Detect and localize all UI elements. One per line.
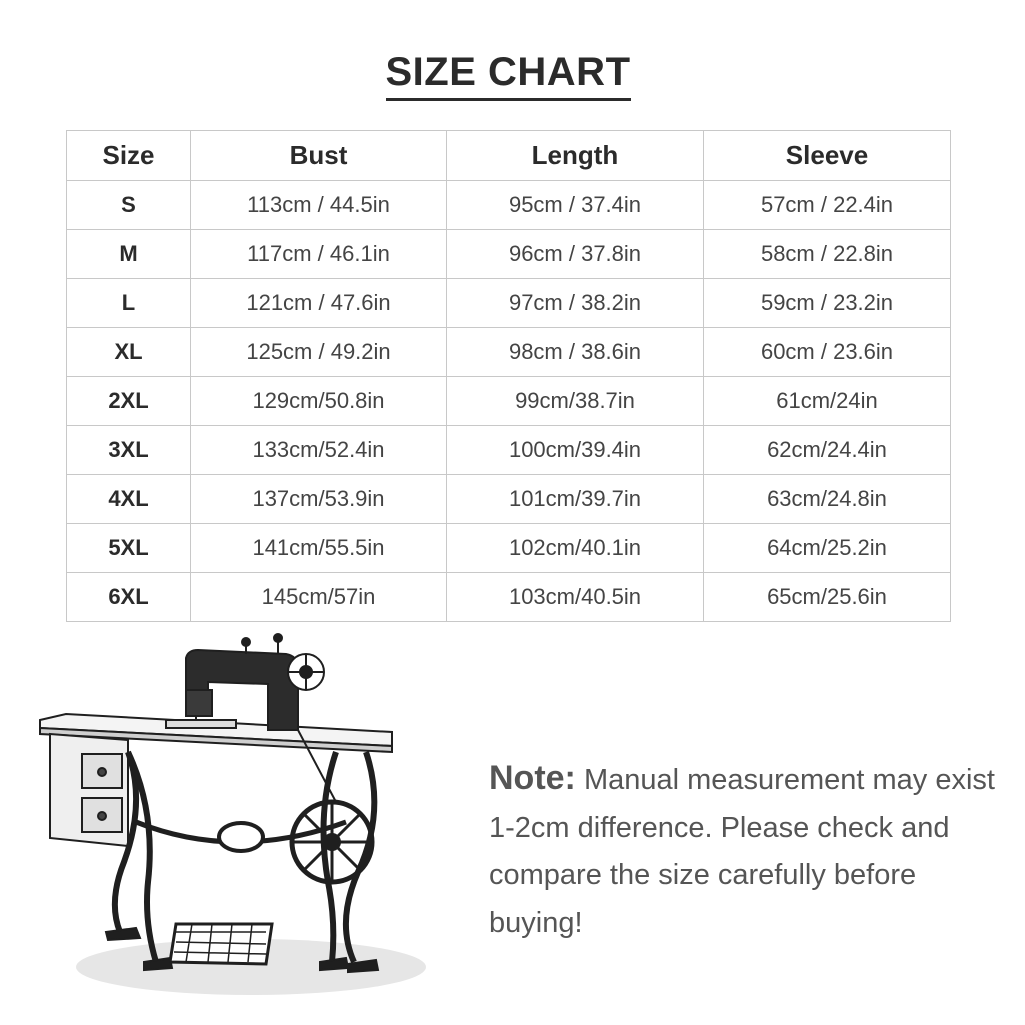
size-cell: XL <box>67 328 191 377</box>
table-row <box>67 475 951 524</box>
table-header-row <box>67 131 951 181</box>
header-size: Size <box>67 131 191 181</box>
sleeve-cell: 63cm/24.8in <box>704 475 951 524</box>
sleeve-cell: 65cm/25.6in <box>704 573 951 622</box>
header-bust: Bust <box>191 131 447 181</box>
bust-cell: 137cm/53.9in <box>191 475 447 524</box>
table-row <box>67 573 951 622</box>
length-cell: 101cm/39.7in <box>447 475 704 524</box>
bust-cell: 113cm / 44.5in <box>191 181 447 230</box>
size-chart-table <box>66 130 951 622</box>
size-cell: L <box>67 279 191 328</box>
length-cell: 103cm/40.5in <box>447 573 704 622</box>
sleeve-cell: 57cm / 22.4in <box>704 181 951 230</box>
sleeve-cell: 60cm / 23.6in <box>704 328 951 377</box>
size-cell: S <box>67 181 191 230</box>
length-cell: 96cm / 37.8in <box>447 230 704 279</box>
sewing-machine-icon <box>36 632 426 1004</box>
length-cell: 98cm / 38.6in <box>447 328 704 377</box>
size-cell: 2XL <box>67 377 191 426</box>
table-row <box>67 181 951 230</box>
bust-cell: 129cm/50.8in <box>191 377 447 426</box>
length-cell: 100cm/39.4in <box>447 426 704 475</box>
bust-cell: 133cm/52.4in <box>191 426 447 475</box>
table-row <box>67 377 951 426</box>
bust-cell: 125cm / 49.2in <box>191 328 447 377</box>
sleeve-cell: 64cm/25.2in <box>704 524 951 573</box>
size-cell: 4XL <box>67 475 191 524</box>
sleeve-cell: 59cm / 23.2in <box>704 279 951 328</box>
table-row <box>67 279 951 328</box>
note-text <box>489 755 999 947</box>
table-row <box>67 524 951 573</box>
header-sleeve: Sleeve <box>704 131 951 181</box>
table-row <box>67 328 951 377</box>
sleeve-cell: 61cm/24in <box>704 377 951 426</box>
bust-cell: 121cm / 47.6in <box>191 279 447 328</box>
table-row <box>67 426 951 475</box>
length-cell: 102cm/40.1in <box>447 524 704 573</box>
size-cell: 5XL <box>67 524 191 573</box>
length-cell: 99cm/38.7in <box>447 377 704 426</box>
size-cell: 3XL <box>67 426 191 475</box>
length-cell: 95cm / 37.4in <box>447 181 704 230</box>
note-body: Manual measurement may exist 1-2cm difference. Please check and compare the size carefully before buying! <box>489 764 995 939</box>
bust-cell: 145cm/57in <box>191 573 447 622</box>
sleeve-cell: 62cm/24.4in <box>704 426 951 475</box>
table-row <box>67 230 951 279</box>
bust-cell: 141cm/55.5in <box>191 524 447 573</box>
note-label: Note: <box>489 759 576 797</box>
sleeve-cell: 58cm / 22.8in <box>704 230 951 279</box>
header-length: Length <box>447 131 704 181</box>
bust-cell: 117cm / 46.1in <box>191 230 447 279</box>
size-cell: 6XL <box>67 573 191 622</box>
page-title <box>0 48 1016 101</box>
length-cell: 97cm / 38.2in <box>447 279 704 328</box>
title-text: SIZE CHART <box>386 48 631 101</box>
size-cell: M <box>67 230 191 279</box>
